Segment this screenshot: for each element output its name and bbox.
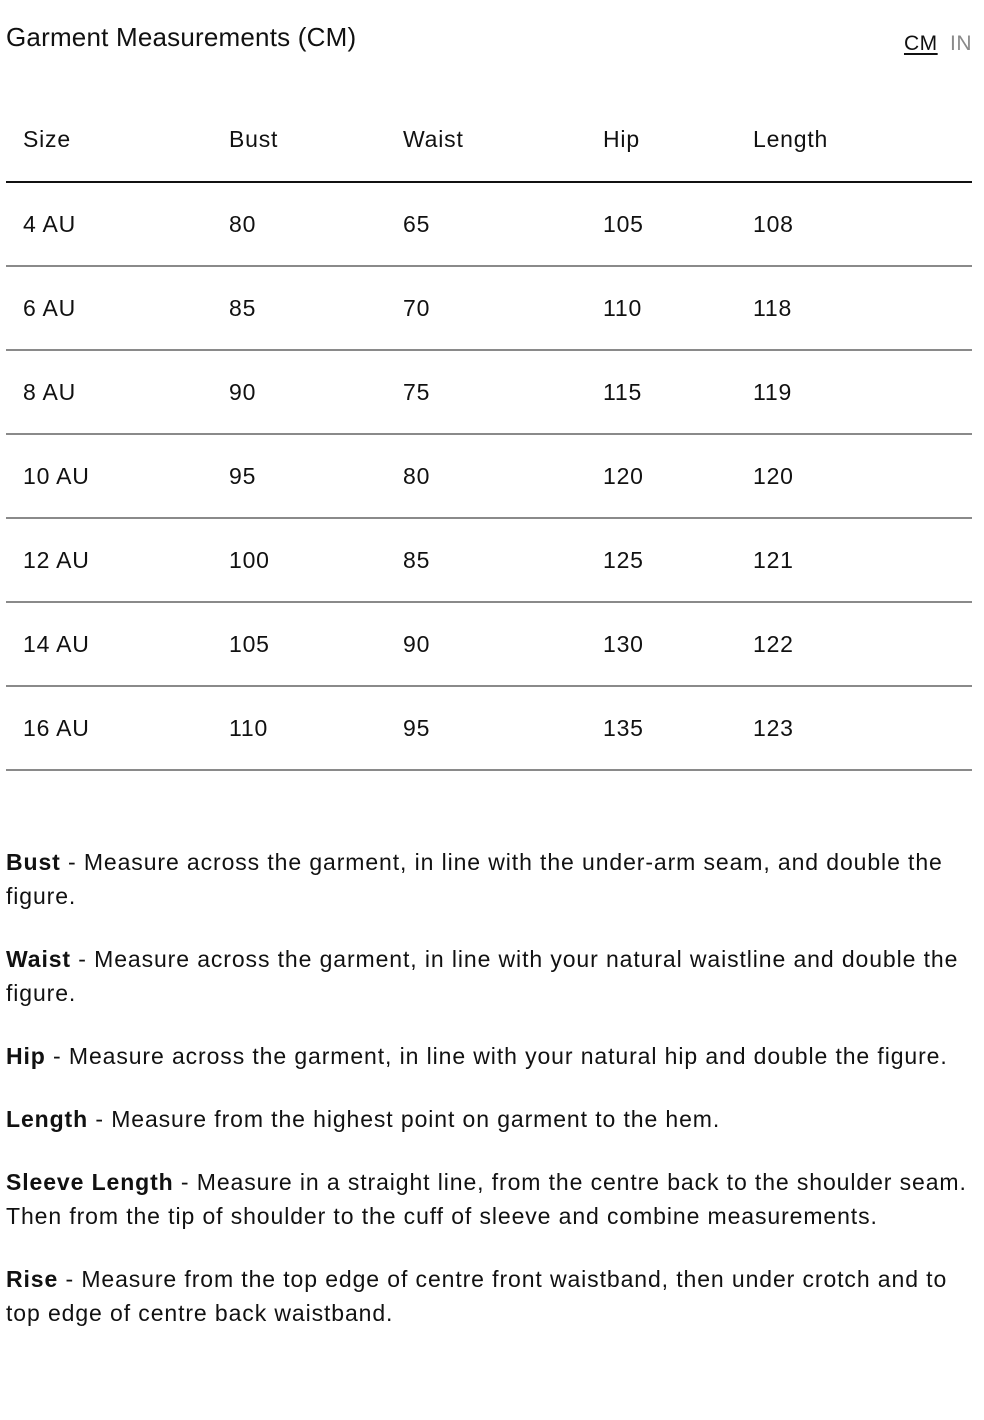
bust-cell: 105 [212, 602, 386, 686]
hip-cell: 110 [586, 266, 736, 350]
bust-cell: 85 [212, 266, 386, 350]
size-cell: 4 AU [6, 182, 212, 266]
note-rise [6, 1262, 976, 1330]
column-header-waist: Waist [386, 97, 586, 182]
measurement-instructions [6, 845, 976, 1359]
unit-cm-toggle[interactable]: CM [903, 32, 938, 55]
note-term: Length [6, 1106, 89, 1132]
column-header-size: Size [6, 97, 212, 182]
waist-cell: 80 [386, 434, 586, 518]
note-term: Rise [6, 1266, 59, 1292]
note-waist [6, 942, 976, 1010]
hip-cell: 115 [586, 350, 736, 434]
size-cell: 16 AU [6, 686, 212, 770]
length-cell: 108 [736, 182, 972, 266]
table-row [6, 602, 972, 686]
column-header-bust: Bust [212, 97, 386, 182]
note-term: Waist [6, 946, 71, 972]
size-cell: 10 AU [6, 434, 212, 518]
length-cell: 119 [736, 350, 972, 434]
hip-cell: 125 [586, 518, 736, 602]
note-text: - Measure across the garment, in line with your natural waistline and double the figure. [6, 946, 959, 1006]
column-header-length: Length [736, 97, 972, 182]
page-title: Garment Measurements (CM) [6, 22, 357, 52]
waist-cell: 95 [386, 686, 586, 770]
hip-cell: 130 [586, 602, 736, 686]
note-text: - Measure from the top edge of centre front waistband, then under crotch and to top edge of centre back waistband. [6, 1266, 948, 1326]
table-row [6, 182, 972, 266]
note-sleeve-length [6, 1165, 976, 1233]
waist-cell: 75 [386, 350, 586, 434]
length-cell: 122 [736, 602, 972, 686]
length-cell: 120 [736, 434, 972, 518]
measurements-table [6, 97, 972, 771]
unit-in-toggle[interactable]: IN [950, 32, 972, 55]
size-cell: 14 AU [6, 602, 212, 686]
waist-cell: 70 [386, 266, 586, 350]
length-cell: 123 [736, 686, 972, 770]
waist-cell: 65 [386, 182, 586, 266]
bust-cell: 90 [212, 350, 386, 434]
table-row [6, 518, 972, 602]
note-term: Bust [6, 849, 61, 875]
note-text: - Measure across the garment, in line with the under-arm seam, and double the figure. [6, 849, 943, 909]
table-row [6, 434, 972, 518]
bust-cell: 110 [212, 686, 386, 770]
bust-cell: 80 [212, 182, 386, 266]
hip-cell: 135 [586, 686, 736, 770]
note-term: Hip [6, 1043, 46, 1069]
table-row [6, 266, 972, 350]
note-text: - Measure across the garment, in line with your natural hip and double the figure. [45, 1043, 948, 1069]
note-text: - Measure from the highest point on garment to the hem. [88, 1106, 721, 1132]
size-cell: 12 AU [6, 518, 212, 602]
size-cell: 6 AU [6, 266, 212, 350]
table-header-row [6, 97, 972, 182]
size-cell: 8 AU [6, 350, 212, 434]
unit-toggle [904, 32, 972, 56]
table-row [6, 686, 972, 770]
note-hip [6, 1039, 976, 1073]
bust-cell: 100 [212, 518, 386, 602]
table-row [6, 350, 972, 434]
note-bust [6, 845, 976, 913]
note-length [6, 1102, 976, 1136]
size-guide-header [6, 22, 972, 62]
hip-cell: 120 [586, 434, 736, 518]
waist-cell: 90 [386, 602, 586, 686]
column-header-hip: Hip [586, 97, 736, 182]
bust-cell: 95 [212, 434, 386, 518]
length-cell: 121 [736, 518, 972, 602]
note-term: Sleeve Length [6, 1169, 174, 1195]
note-text: - Measure in a straight line, from the centre back to the shoulder seam. Then from the tip of shoulder to the cuff of sleeve and combine measurements. [6, 1169, 967, 1229]
length-cell: 118 [736, 266, 972, 350]
hip-cell: 105 [586, 182, 736, 266]
waist-cell: 85 [386, 518, 586, 602]
